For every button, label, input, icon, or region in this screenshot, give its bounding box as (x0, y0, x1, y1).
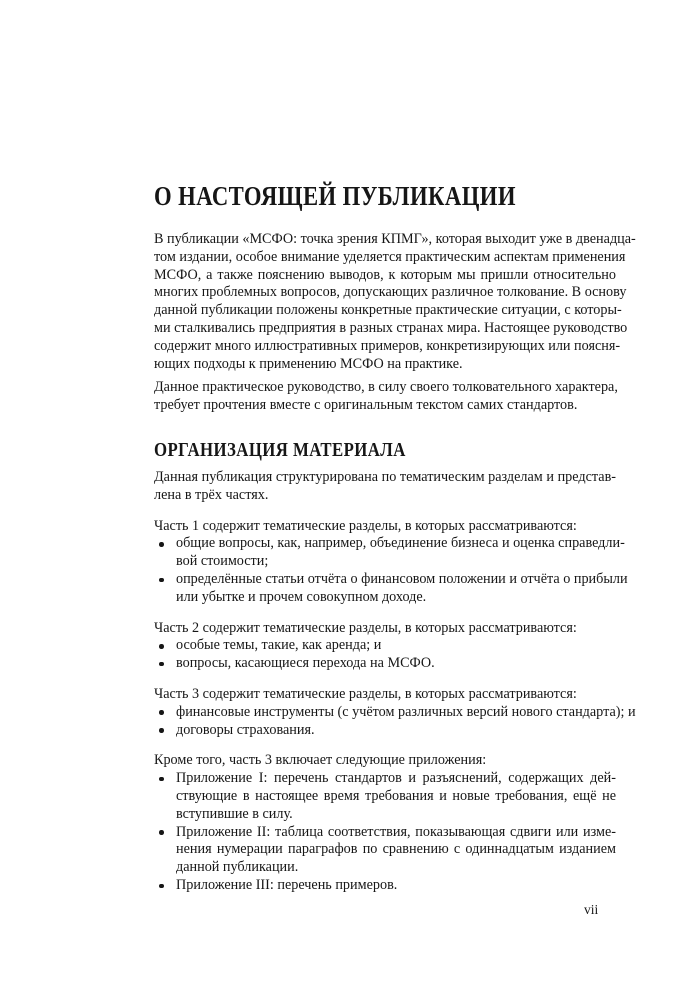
paragraph (154, 752, 616, 770)
text-line: общие вопросы, как, например, объединение бизнеса и оценка справедли- (176, 535, 625, 552)
heading-text: О НАСТОЯЩЕЙ ПУБЛИКАЦИИ (154, 181, 516, 211)
text-line: ми сталкивались предприятия в разных странах мира. Настоящее руководство (154, 319, 628, 336)
text-line: ствующие в настоящее время требования и новые требования, ещё не (176, 787, 616, 804)
paragraph (154, 686, 616, 704)
text-line: многих проблемных вопросов, допускающих различное толкование. В основу (154, 284, 627, 301)
paragraph (154, 620, 616, 638)
list-item (154, 637, 616, 655)
text-line: Приложение II: таблица соответствия, показывающая сдвиги или изме- (176, 823, 616, 840)
bullet-list (154, 535, 628, 606)
paragraph (154, 379, 616, 415)
text-line: или убытке и прочем совокупном доходе. (176, 588, 427, 605)
text-line: вопросы, касающиеся перехода на МСФО. (176, 655, 435, 672)
paragraph (154, 518, 616, 536)
text-line: Данное практическое руководство, в силу своего толковательного характера, (154, 379, 618, 396)
text-line: финансовые инструменты (с учётом различных версий нового стандарта); и (176, 703, 636, 720)
text-line: Часть 2 содержит тематические разделы, в которых рассматриваются: (154, 619, 577, 636)
text-line: Данная публикация структурирована по тематическим разделам и представ- (154, 468, 616, 485)
paragraph (154, 231, 636, 373)
text-line: том издании, особое внимание уделяется практическим аспектам применения (154, 248, 626, 265)
list-item (154, 703, 636, 722)
text-line: требует прочтения вместе с оригинальным текстом самих стандартов. (154, 397, 578, 414)
list-item (154, 824, 616, 877)
text-line: Приложение III: перечень примеров. (176, 876, 398, 893)
text-line: содержит много иллюстративных примеров, конкретизирующих или поясня- (154, 337, 621, 354)
section-heading (154, 439, 616, 462)
text-line: Кроме того, часть 3 включает следующие приложения: (154, 752, 487, 769)
page-content (154, 0, 636, 895)
bullet-list (154, 770, 616, 895)
paragraph (154, 469, 616, 505)
list-item (154, 770, 616, 823)
list-item (154, 877, 616, 895)
bullet-list (154, 637, 616, 673)
list-item (154, 535, 625, 571)
text-line: ющих подходы к применению МСФО на практике. (154, 355, 463, 372)
text-line: Часть 3 содержит тематические разделы, в которых рассматриваются: (154, 685, 577, 702)
text-line: лена в трёх частях. (154, 486, 269, 503)
text-line: вой стоимости; (176, 553, 269, 570)
text-line: особые темы, такие, как аренда; и (176, 637, 382, 654)
text-line: определённые статьи отчёта о финансовом положении и отчёта о прибыли (176, 570, 628, 587)
list-item (154, 570, 628, 607)
text-line: договоры страхования. (176, 721, 315, 738)
heading-text: ОРГАНИЗАЦИЯ МАТЕРИАЛА (154, 438, 406, 461)
list-item (154, 722, 616, 740)
text-line: вступившие в силу. (176, 805, 293, 822)
list-item (154, 655, 616, 673)
text-line: Часть 1 содержит тематические разделы, в которых рассматриваются: (154, 517, 577, 534)
text-line: В публикации «МСФО: точка зрения КПМГ», которая выходит уже в двенадца- (154, 231, 636, 247)
bullet-list (154, 703, 636, 740)
text-line: данной публикации. (176, 859, 299, 876)
text-line: данной публикации положены конкретные практические ситуации, с которы- (154, 302, 622, 319)
page-number: vii (584, 902, 599, 917)
text-line: нения нумерации параграфов по сравнению с одиннадцатым изданием (176, 841, 616, 858)
text-line: МСФО, а также пояснению выводов, к которым мы пришли относительно (154, 266, 616, 283)
text-line: Приложение I: перечень стандартов и разъяснений, содержащих дей- (176, 770, 616, 787)
page-title (154, 181, 616, 211)
